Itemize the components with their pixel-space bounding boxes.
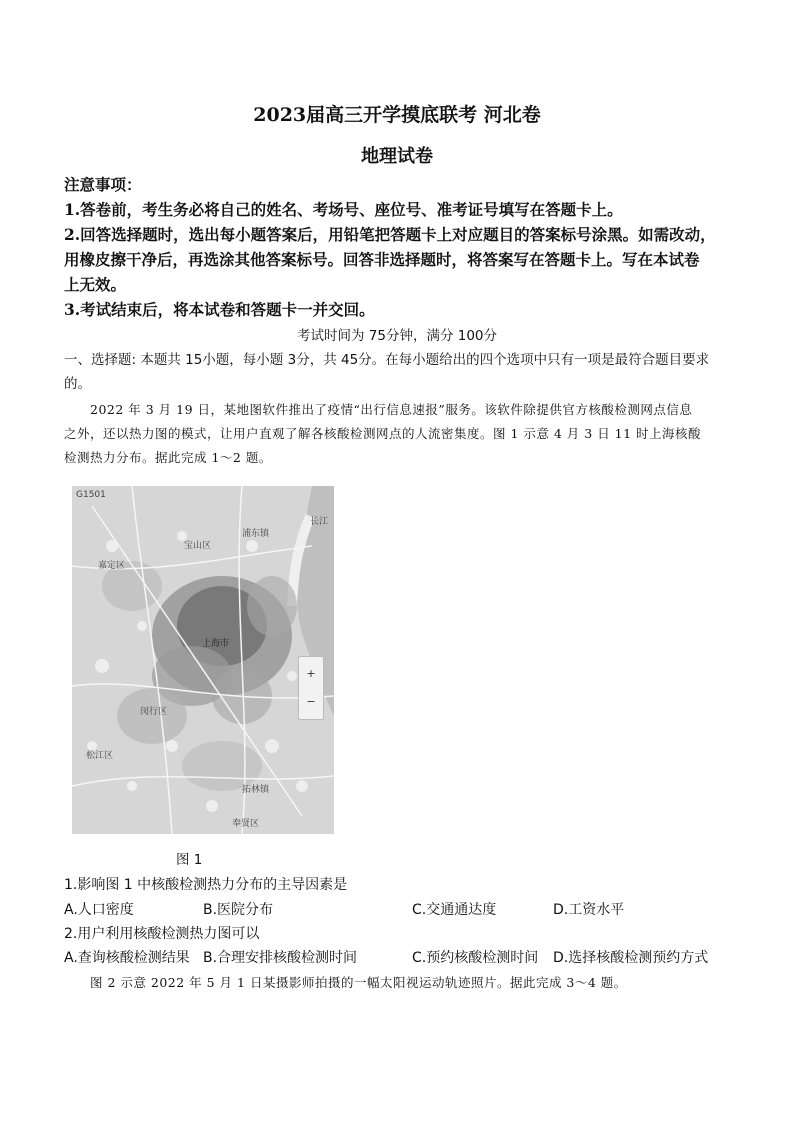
map-label: 松江区 [86,751,114,761]
option-d: D.工资水平 [553,902,625,918]
option-b: B.合理安排核酸检测时间 [203,950,358,966]
question-stem: 2.用户利用核酸检测热力图可以 [64,926,260,942]
notice-heading: 注意事项： [64,175,142,194]
option-c: C.交通通达度 [412,902,497,918]
map-label: 浦东镇 [242,529,270,539]
map-label: 嘉定区 [98,561,126,571]
option-a: A.查询核酸检测结果 [64,950,190,966]
map-label: 奉贤区 [232,819,260,829]
zoom-in-button[interactable]: + [306,667,316,680]
passage-line: 之外，还以热力图的模式，让用户直观了解各核酸检测网点的人流密集度。图 1 示意 4 月 3 日 11 时上海核酸 [64,426,702,441]
map-label: 宝山区 [184,541,212,551]
map-label: 长江 [310,517,329,527]
next-passage: 图 2 示意 2022 年 5 月 1 日某摄影师拍摄的一幅太阳视运动轨迹照片。据此完成 3～4 题。 [90,975,627,990]
notice-item: 用橡皮擦干净后，再选涂其他答案标号。回答非选择题时，将答案写在答题卡上。写在本试卷 [64,250,700,269]
zoom-control[interactable] [298,656,324,720]
map-label: 拓林镇 [242,785,270,795]
notice-item: 3.考试结束后，将本试卷和答题卡一并交回。 [64,300,375,319]
option-a: A.人口密度 [64,902,134,918]
exam-title: 2023届高三开学摸底联考 河北卷 [253,104,541,126]
notice-item: 1.答卷前，考生务必将自己的姓名、考场号、座位号、准考证号填写在答题卡上。 [64,200,623,219]
section-intro-cont: 的。 [64,376,91,392]
passage-line: 检测热力分布。据此完成 1～2 题。 [64,450,272,465]
section-intro: 一、选择题: 本题共 15小题，每小题 3分，共 45分。在每小题给出的四个选项中只有一项是最符合题目要求 [64,352,710,368]
option-d: D.选择核酸检测预约方式 [553,950,709,966]
heatmap-figure [72,486,334,834]
question-stem: 1.影响图 1 中核酸检测热力分布的主导因素是 [64,877,348,893]
option-b: B.医院分布 [203,902,274,918]
zoom-out-button[interactable]: − [306,695,316,708]
notice-item: 2.回答选择题时，选出每小题答案后，用铅笔把答题卡上对应题目的答案标号涂黑。如需改动， [64,225,716,244]
map-label: 上海市 [202,639,230,649]
time-note: 考试时间为 75分钟，满分 100分 [296,328,498,344]
map-label: G1501 [76,490,106,500]
passage-line: 2022 年 3 月 19 日，某地图软件推出了疫情“出行信息速报”服务。该软件除提供官方核酸检测网点信息 [90,402,693,417]
notice-item: 上无效。 [64,275,127,294]
figure-caption: 图 1 [176,852,203,868]
subject-title: 地理试卷 [361,146,433,167]
option-c: C.预约核酸检测时间 [412,950,539,966]
map-label: 闵行区 [140,707,168,717]
